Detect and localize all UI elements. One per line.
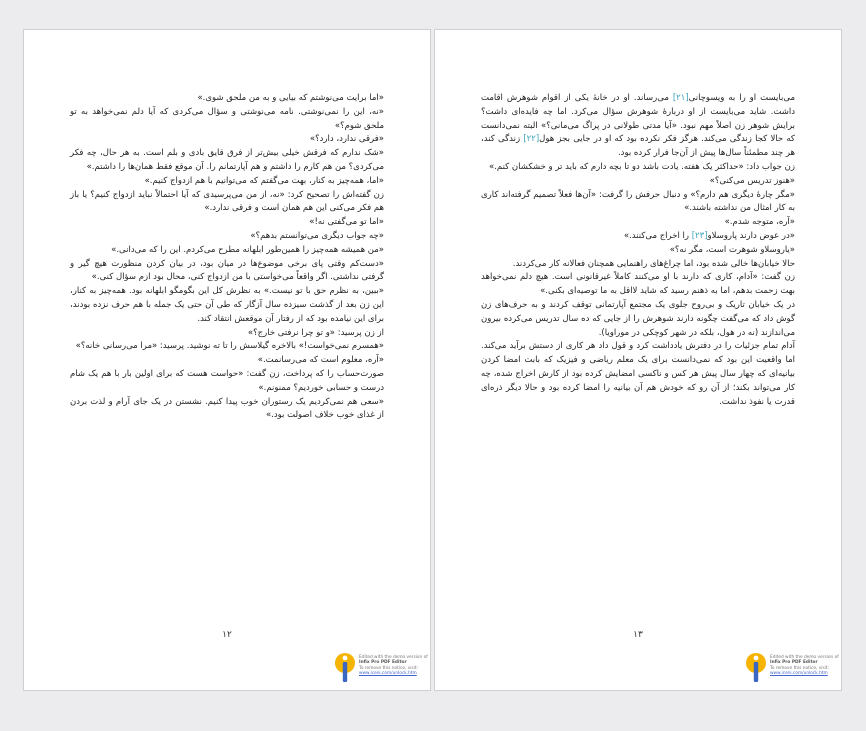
page-number: ۱۲ [222,630,232,640]
paragraph: «یاروسلاو شوهرت است، مگر نه؟» [669,244,795,255]
paragraph: صورت‌حساب را که پرداخت، زن گفت: «حواست هست که برای اولین بار با هم یک شام درست و حسابی خوردیم؟ ممنونم.» [70,368,384,393]
paragraph: «اما تو می‌گفتی نه!» [309,217,384,228]
infix-logo-icon [334,652,356,684]
infix-logo-icon [745,652,767,684]
watermark-line: To remove this notice, visit: [770,665,830,671]
paragraph: «من همیشه همه‌چیز را همین‌طور ابلهانه مطرح می‌کردم. این را که می‌دانی.» [111,244,384,255]
paragraph: «اما، همه‌چیز به کنار، بهت می‌گفتم که می‌توانیم با هم ازدواج کنیم.» [144,175,384,186]
footnote-ref[interactable]: [۲۲] [523,134,540,145]
footnote-ref[interactable]: [۲۱] [672,93,689,103]
page-13 [435,30,841,690]
paragraph: «چه جواب دیگری می‌توانستم بدهم؟» [250,230,384,241]
watermark-line: To remove this notice, visit: [359,665,419,671]
paragraph: زن گفت: «آدام، کاری که دارند با او می‌کنند کاملاً غیرقانونی است. هیچ دلم نمی‌خواهد بهت زحمت بدهم، اما به ذهنم رسید که شاید لااقل به ما توصیه‌ای بکنی.» [481,272,795,297]
paragraph: «سعی هم نمی‌کردیم یک رستوران خوب پیدا کنیم. نشستن در یک جای آرام و لذت بردن از غذای خوب خلاف اصولت بود.» [70,396,384,421]
paragraph: «نه، این را نمی‌نوشتی. نامه می‌نوشتی و سؤال می‌کردی که آیا دلم نمی‌خواهد به تو ملحق شوم؟» [70,106,384,131]
infix-watermark [745,652,839,686]
paragraph [481,230,795,244]
watermark-line: Edited with the demo version of [359,655,428,660]
watermark-link[interactable]: www.iceni.com/unlock.htm [770,671,828,677]
paragraph: «فرقی ندارد، دارد؟» [309,134,384,145]
paragraph: «شک ندارم که فرقش خیلی بیش‌تر از فرق قایق بادی و بلم است. به هر حال، چه فکر می‌کردی؟ من هم کارم را داشتم و هم آپارتمانم را. آن موقع فقط همان‌ها را داشتم.» [70,148,384,172]
paragraph: در یک خیابان تاریک و بی‌روح جلوی یک مجتمع آپارتمانی توقف کردند و به حرف‌های زن گوش داد که می‌گفت چگونه دارند شوهرش را از جایی که ده سال تدریس می‌کرده بیرون می‌اندازند (نه در هول، بلکه در شهر کوچکی در موراویا). [481,299,795,338]
paragraph-text: زندگی کند، هر چند مطمئناً سال‌ها پیش از آن‌جا فرار کرده بود. [481,134,795,159]
paragraph-text: می‌رساند. او در خانهٔ یکی از اقوام شوهرش اقامت داشت. شاید می‌بایست از او دربارهٔ شوهرش سؤال می‌کرد. اما چه فایده‌ای داشت؟ برایش شوهر زن اصلاً مهم نبود. «آیا مدتی طولانی در پراگ می‌مانی؟» البته نمی‌دانست که حالا کجا زندگی می‌کند. هرگز فکر نکرده بود که او در جایی بجز هول [481,93,795,145]
paragraph: زن جواب داد: «حداکثر یک هفته. یادت باشد دو تا بچه دارم که باید تر و خشکشان کنم.» [489,161,795,172]
paragraph: «اما برایت می‌نوشتم که بیایی و به من ملحق شوی.» [197,93,384,103]
paragraph: «همسرم نمی‌خواست!» بالاخره گیلاسش را تا ته نوشید. پرسید: «مرا می‌رسانی خانه؟» [75,341,384,352]
paragraph: «دست‌کم وقتی پای برخی موضوع‌ها در میان بود، در بیان کردن منظورت هیچ گیر و گرفتی نداشتی. اگر واقعاً می‌خواستی با من ازدواج کنی، محال بود ازم سؤال کنی.» [70,258,384,283]
watermark-text [359,655,429,677]
paragraph: زن گفته‌اش را تصحیح کرد: «نه، از من می‌پرسیدی که آیا احتمالاً نباید ازدواج کنیم؟ یا باز هم فکر می‌کنی این هم همان است و فرقی ندارد.» [70,189,384,214]
watermark-text [770,655,840,677]
paragraph [481,92,795,161]
watermark-product: Infix Pro PDF Editor [770,660,818,666]
paragraph: از زن پرسید: «و تو چرا نرفتی خارج؟» [247,327,384,338]
page-13-text [481,92,795,409]
paragraph: «آره، متوجه شدم.» [724,217,795,228]
page-12 [24,30,430,690]
paragraph: آدام تمام جزئیات را در دفترش یادداشت کرد و قول داد هر کاری از دستش برآید می‌کند. اما واقعیت این بود که نمی‌دانست برای یک معلم ریاضی و فیزیک که بابت امضا کردن بیانیه‌ای که چهار سال پیش هر کس و ناکسی امضایش کرده بود از کارش اخراج شده، چه کار می‌تواند بکند؛ از آن رو که خودش هم آن بیانیه را امضا کرده بود و حالا دیگر ذره‌ای قدرت یا نفوذ نداشت. [481,341,795,407]
paragraph-text: «در عوض دارند پاروسلاو [707,230,795,241]
watermark-link[interactable]: www.iceni.com/unlock.htm [359,671,417,677]
paragraph-text: می‌بایست او را به ویسوچانی [688,93,795,103]
footnote-ref[interactable]: [۲۳] [691,230,708,241]
paragraph: حالا خیابان‌ها خالی شده بود، اما چراغ‌های راهنمایی همچنان فعالانه کار می‌کردند. [512,258,795,269]
paragraph: «هنوز تدریس می‌کنی؟» [709,175,795,186]
infix-watermark [334,652,428,686]
paragraph: «مگر چارهٔ دیگری هم دارم؟» و دنبال حرفش را گرفت: «آن‌ها فعلاً تصمیم گرفته‌اند کاری به کار امثال من نداشته باشند.» [481,189,795,214]
paragraph: «آره، معلوم است که می‌رسانمت.» [257,355,384,366]
watermark-line: Edited with the demo version of [770,655,839,660]
paragraph: «ببین، به نظرم حق با تو نیست.» به نظرش کل این بگومگو ابلهانه بود. همه‌چیز به کنار، این زن بعد از گذشت سیزده سال آزگار که طی آن حتی یک جمله با هم حرف نزده بودند، برای این نیامده بود که از رفتار آن موقعش انتقاد کند. [70,286,384,324]
watermark-product: Infix Pro PDF Editor [359,660,407,666]
paragraph-text: را اخراج می‌کنند.» [623,230,692,241]
page-12-text [70,92,384,423]
page-number: ۱۳ [633,630,643,640]
